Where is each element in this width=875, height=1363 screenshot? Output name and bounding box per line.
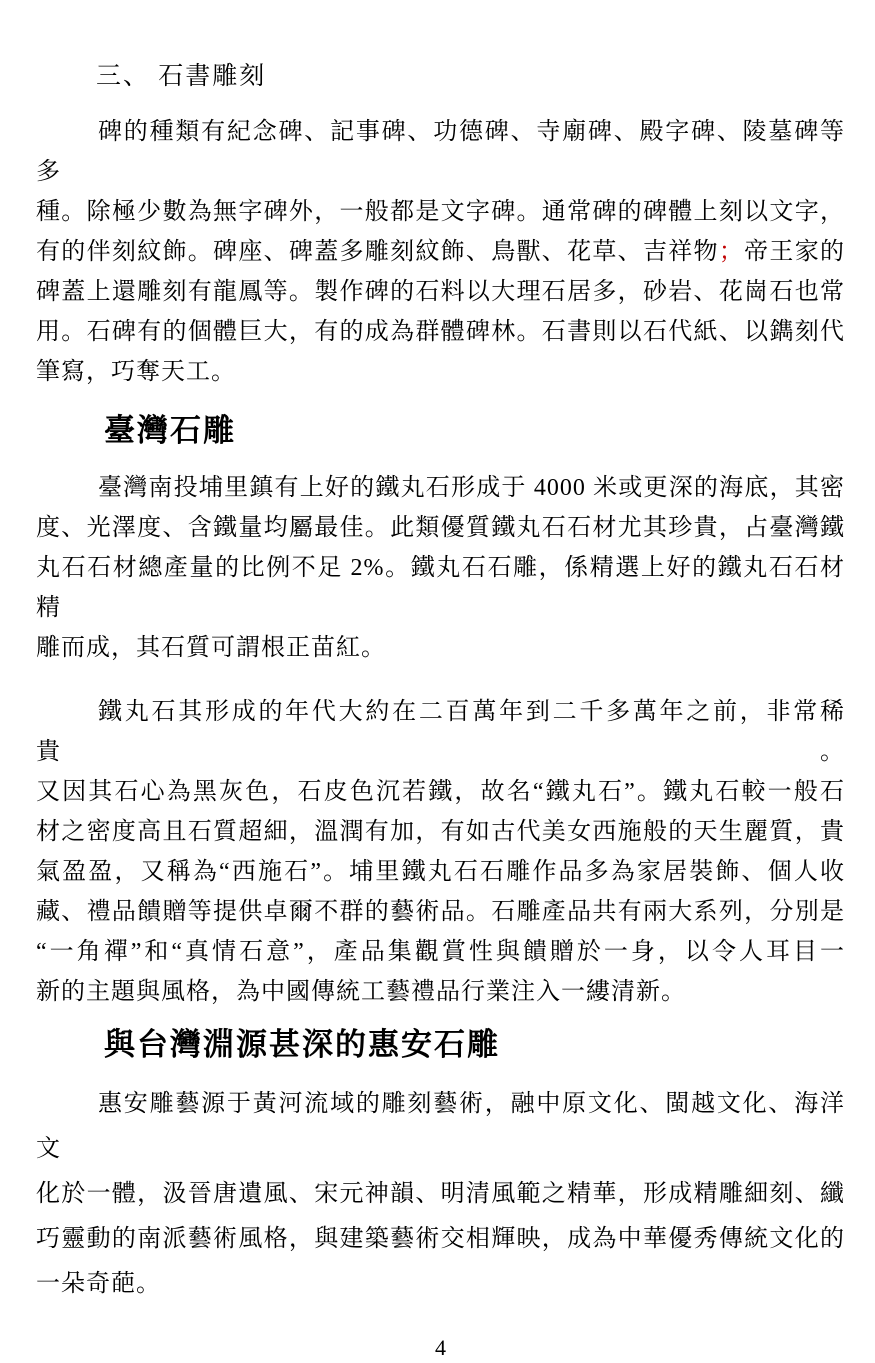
text-line: 又因其石心為黑灰色，石皮色沉若鐵，故名“鐵丸石”。鐵丸石較一般石 xyxy=(36,779,845,805)
text-line: 藏、禮品饋贈等提供卓爾不群的藝術品。石雕產品共有兩大系列，分別是 xyxy=(36,899,845,925)
text-line: 用。石碑有的個體巨大，有的成為群體碑林。石書則以石代紙、以鐫刻代 xyxy=(36,319,845,345)
text-line: 惠安雕藝源于黃河流域的雕刻藝術，融中原文化、閩越文化、海洋文 xyxy=(36,1091,845,1162)
text-line: 丸石石材總產量的比例不足 2%。鐵丸石石雕，係精選上好的鐵丸石石材精 xyxy=(36,555,845,621)
text-segment: 帝王家的 xyxy=(743,239,846,265)
text-line: 化於一體，汲晉唐遺風、宋元神韻、明清風範之精華，形成精雕細刻、纖 xyxy=(36,1181,845,1207)
section-heading-stone-book-carving: 三、 石書雕刻 xyxy=(96,63,267,90)
text-line: 雕而成，其石質可謂根正苗紅。 xyxy=(36,635,386,661)
text-line: 碑的種類有紀念碑、記事碑、功德碑、寺廟碑、殿字碑、陵墓碑等多 xyxy=(36,119,845,185)
text-line: 巧靈動的南派藝術風格，與建築藝術交相輝映，成為中華優秀傳統文化的 xyxy=(36,1226,845,1252)
text-line: 鐵丸石其形成的年代大約在二百萬年到二千多萬年之前，非常稀貴。 xyxy=(36,699,845,765)
text-line: 材之密度高且石質超細，溫潤有加，有如古代美女西施般的天生麗質，貴 xyxy=(36,819,845,845)
paragraph-iron-ball-stone-quality xyxy=(36,692,845,1012)
text-line: 筆寫，巧奪天工。 xyxy=(36,359,236,385)
section-heading-huian-stone-carving: 與台灣淵源甚深的惠安石雕 xyxy=(104,1027,500,1062)
text-line: 新的主題與風格，為中國傳統工藝禮品行業注入一縷清新。 xyxy=(36,979,686,1005)
text-line-with-red-semicolon xyxy=(36,232,845,272)
text-line: “一角禪”和“真情石意”，產品集觀賞性與饋贈於一身，以令人耳目一 xyxy=(36,939,845,965)
text-line: 氣盈盈，又稱為“西施石”。埔里鐵丸石石雕作品多為家居裝飾、個人收 xyxy=(36,859,845,885)
page-number: 4 xyxy=(435,1335,446,1360)
text-line: 臺灣南投埔里鎮有上好的鐵丸石形成于 4000 米或更深的海底，其密 xyxy=(98,475,845,501)
red-semicolon: ； xyxy=(718,239,744,265)
paragraph-huian-carving xyxy=(36,1082,845,1307)
text-line: 度、光澤度、含鐵量均屬最佳。此類優質鐵丸石石材尤其珍貴，占臺灣鐵 xyxy=(36,515,845,541)
paragraph-iron-ball-stone-origin xyxy=(36,468,845,668)
text-line: 種。除極少數為無字碑外，一般都是文字碑。通常碑的碑體上刻以文字， xyxy=(36,199,845,225)
text-segment: 有的伴刻紋飾。碑座、碑蓋多雕刻紋飾、鳥獸、花草、吉祥物 xyxy=(36,239,719,265)
text-line: 碑蓋上還雕刻有龍鳳等。製作碑的石料以大理石居多，砂岩、花崗石也常 xyxy=(36,279,845,305)
text-line: 一朵奇葩。 xyxy=(36,1271,161,1297)
section-heading-taiwan-stone-carving: 臺灣石雕 xyxy=(104,413,236,448)
paragraph-stele-types xyxy=(36,112,845,392)
